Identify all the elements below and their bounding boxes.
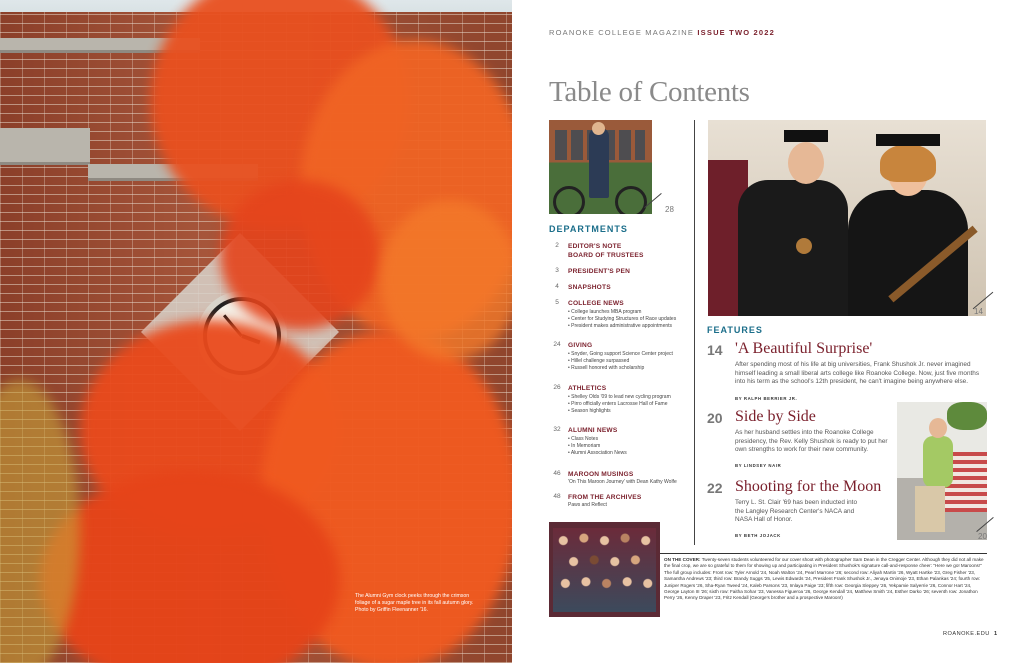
dept-page-number: 4 bbox=[555, 283, 559, 290]
bike-wheel bbox=[615, 186, 647, 214]
dept-bullet: • In Memoriam bbox=[568, 443, 601, 450]
dept-page-number: 24 bbox=[553, 341, 561, 348]
dept-page-number: 26 bbox=[553, 384, 561, 391]
cap-man bbox=[784, 130, 828, 142]
dept-page-number: 48 bbox=[553, 493, 561, 500]
feature-title: Shooting for the Moon bbox=[735, 478, 882, 495]
photo-cyclist bbox=[549, 120, 652, 214]
plant bbox=[947, 402, 987, 430]
dept-item bbox=[549, 283, 689, 292]
dept-item bbox=[549, 426, 689, 458]
feature-byline: BY BETH JOJACK bbox=[735, 533, 781, 538]
dept-item bbox=[549, 341, 689, 373]
feature-description: As her husband settles into the Roanoke College presidency, the Rev. Kelly Shushok is ready to put her own strengths to work for their new community. bbox=[735, 429, 888, 454]
departments-heading: DEPARTMENTS bbox=[549, 224, 628, 234]
person-silhouette bbox=[589, 128, 609, 198]
face-man bbox=[788, 142, 824, 184]
cover-text: Twenty-seven students volunteered for our cover shoot with photographer Sam Dean in the Cregger Center. Although they did not all make the final crop, we are so grateful to them for showing up and participating in President Shushok's signature call-and-response cheer: "Here we go! Maroons!" The full group includes: Front row: Tyler Arnold '24, Noah Walton '24, Pearl Marrone '26; second row: Aliyah Martin '26, Wyatt Hartke '23, Greg Fisher '23, Samantha Andrews '23; third row: Brandy Suggs '25, Lewis Edwards '24, President Frank Shushok Jr., Jenaya Onimoje '23, Ethan Palankas '24; fourth row: Juniper Rogers '26, Sha-Ryan Tweed '24, Kaleb Parsons '23, Imlaya Paige '23; fifth row: Georgia Sleppey '26, Yekpamie Salyerrie '26, Connor Hart '24, George Layton III '26; sixth row: Faitha Sohar '23, Vanessa Figueroa '26, George Kendall '24, Matthew Smith '24, Esther Darko '26; seventh row: Jonathon Perry '26, Kenny Draper '23, Fritz Kendall (George's brother and a prospective Maroon!) bbox=[664, 557, 984, 601]
woman-head bbox=[929, 418, 947, 438]
toc-page bbox=[512, 0, 1024, 663]
cover-label: ON THE COVER: bbox=[664, 557, 701, 562]
feature-page-number: 20 bbox=[707, 410, 723, 426]
dept-item bbox=[549, 242, 689, 260]
woman-legs bbox=[915, 486, 945, 532]
column-divider bbox=[694, 120, 695, 545]
dept-title: COLLEGE NEWS bbox=[568, 300, 624, 307]
group-faces bbox=[553, 528, 656, 612]
cap-woman bbox=[876, 134, 940, 146]
feature-byline: BY LINDSEY NAIR bbox=[735, 463, 782, 468]
feature-item bbox=[707, 410, 897, 470]
dept-title: PRESIDENT'S PEN bbox=[568, 268, 631, 275]
dept-bullet: • College launches MBA program bbox=[568, 309, 642, 315]
dept-title: EDITOR'S NOTE bbox=[568, 243, 622, 250]
hair-woman bbox=[880, 144, 936, 182]
page-footer bbox=[943, 631, 998, 637]
dept-bullet: • Class Notes bbox=[568, 436, 599, 442]
issue-label: ISSUE TWO 2022 bbox=[697, 28, 776, 37]
feature-item bbox=[707, 342, 992, 402]
dept-bullet: • Shelley Olds '09 to lead new cycling program bbox=[568, 394, 671, 400]
magazine-name: ROANOKE COLLEGE MAGAZINE bbox=[549, 28, 695, 37]
cover-description bbox=[664, 557, 987, 602]
dept-bullet: • Season highlights bbox=[568, 408, 611, 415]
photo-page-number: 20 bbox=[978, 532, 987, 541]
feature-page-number: 14 bbox=[707, 342, 723, 358]
dept-bullet: • Hillel challenge surpassed bbox=[568, 358, 630, 365]
dept-page-number: 46 bbox=[553, 470, 561, 477]
feature-title: 'A Beautiful Surprise' bbox=[735, 340, 873, 357]
dept-title: BOARD OF TRUSTEES bbox=[568, 252, 644, 259]
feature-description: After spending most of his life at big universities, Frank Shushok Jr. never imagined himself leading a small liberal arts college like Roanoke College. Now, just five months into his term as the school's 12th president, he can't imagine being anywhere else. bbox=[735, 361, 980, 386]
dept-bullet: • Snyder, Going support Science Center project bbox=[568, 351, 673, 357]
dept-title: MAROON MUSINGS bbox=[568, 471, 634, 478]
dept-bullet: • Russell honored with scholarship bbox=[568, 365, 645, 372]
features-heading: FEATURES bbox=[707, 325, 763, 335]
dept-page-number: 32 bbox=[553, 426, 561, 433]
dept-item bbox=[549, 299, 689, 331]
feature-description: Terry L. St. Clair '69 has been inducted into the Langley Research Center's NACA and NASA Hall of Honor. bbox=[735, 499, 857, 524]
feature-byline: BY RALPH BERRIER JR. bbox=[735, 396, 798, 401]
dept-page-number: 3 bbox=[555, 267, 559, 274]
footer-site: ROANOKE.EDU bbox=[943, 631, 990, 637]
dept-title: GIVING bbox=[568, 342, 593, 349]
dept-bullet: • Pirro officially enters Lacrosse Hall of Fame bbox=[568, 401, 668, 408]
foliage bbox=[380, 200, 512, 360]
feature-title: Side by Side bbox=[735, 408, 816, 425]
bike-wheel bbox=[553, 186, 585, 214]
foliage bbox=[220, 180, 380, 330]
feature-page-number: 22 bbox=[707, 480, 723, 496]
dept-item bbox=[549, 384, 689, 416]
dept-title: FROM THE ARCHIVES bbox=[568, 494, 642, 501]
dept-page-number: 2 bbox=[555, 242, 559, 249]
robe-man bbox=[738, 180, 848, 316]
dept-bullet: • Center for Studying Structures of Race updates bbox=[568, 316, 677, 323]
photo-page-number: 14 bbox=[974, 307, 983, 316]
magazine-header bbox=[549, 28, 775, 37]
dept-title: ATHLETICS bbox=[568, 385, 607, 392]
footer-page-number: 1 bbox=[993, 631, 998, 637]
divider-line bbox=[660, 553, 987, 554]
photo-group bbox=[549, 522, 660, 617]
dept-bullet: • Alumni Association News bbox=[568, 450, 627, 457]
dept-title: SNAPSHOTS bbox=[568, 284, 611, 291]
dept-subtitle: Paws and Reflect bbox=[568, 502, 607, 508]
cornice bbox=[0, 128, 90, 165]
dept-page-number: 5 bbox=[555, 299, 559, 306]
page-title: Table of Contents bbox=[549, 76, 750, 108]
feature-item bbox=[707, 480, 897, 540]
head bbox=[592, 122, 605, 135]
cover-caption: The Alumni Gym clock peeks through the crimson foliage of a sugar maple tree in its fall autumn glory. Photo by Griffin Fleenanner '16. bbox=[355, 593, 474, 613]
dept-item bbox=[549, 470, 689, 486]
photo-page-number: 28 bbox=[665, 205, 674, 214]
medallion bbox=[796, 238, 812, 254]
photo-seated-woman bbox=[897, 402, 987, 540]
photo-procession bbox=[708, 120, 986, 316]
dept-item bbox=[549, 493, 689, 509]
dept-item bbox=[549, 267, 689, 276]
dept-title: ALUMNI NEWS bbox=[568, 427, 618, 434]
woman-body bbox=[923, 436, 953, 488]
dept-bullet: • President makes administrative appointments bbox=[568, 323, 673, 330]
dept-subtitle: 'On This Maroon Journey' with Dean Kathy Wolfe bbox=[568, 479, 677, 485]
